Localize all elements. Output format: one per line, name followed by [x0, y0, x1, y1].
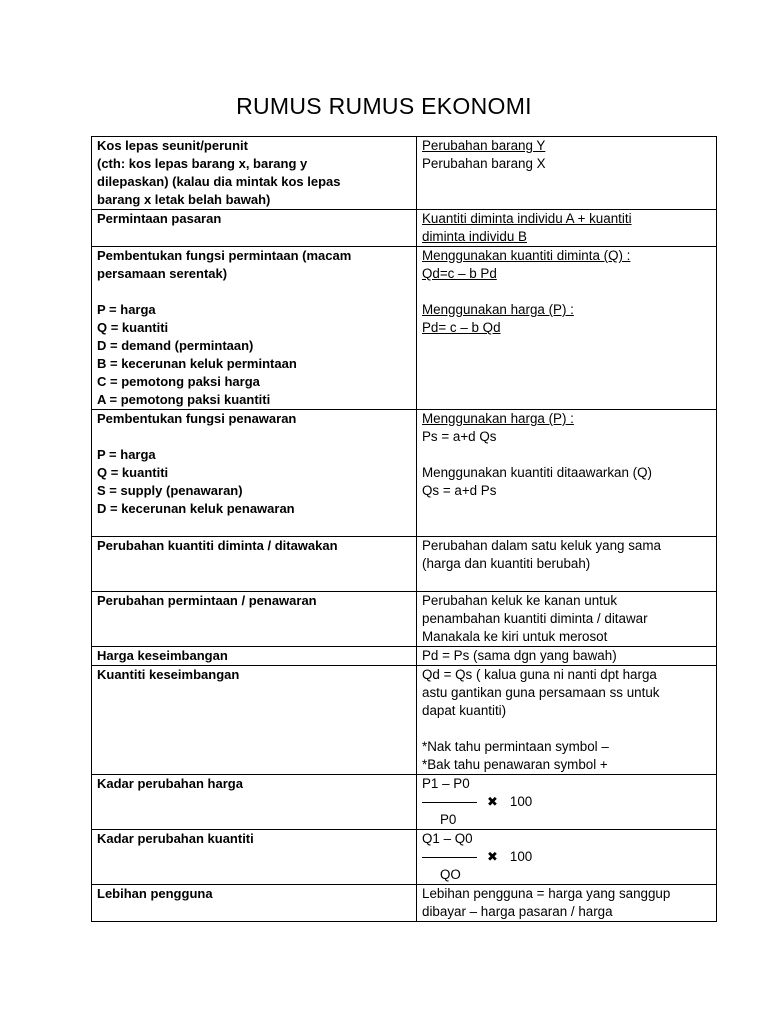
formula-cell [417, 247, 717, 410]
term-cell [92, 647, 417, 666]
formula-text: astu gantikan guna persamaan ss untuk [422, 685, 660, 700]
term-text: P = harga [97, 447, 156, 462]
term-text [97, 518, 412, 536]
table-row [92, 592, 717, 647]
term-text: D = demand (permintaan) [97, 338, 254, 353]
formula-text [422, 446, 712, 464]
term-text: Pembentukan fungsi penawaran [97, 411, 297, 426]
formula-text: Pd = Ps (sama dgn yang bawah) [422, 648, 617, 663]
formula-text: Menggunakan harga (P) : [422, 302, 574, 317]
term-text: B = kecerunan keluk permintaan [97, 356, 297, 371]
formula-text: *Bak tahu penawaran symbol + [422, 757, 608, 772]
term-text: S = supply (penawaran) [97, 483, 243, 498]
formula-text: Menggunakan harga (P) : [422, 411, 574, 426]
formula-text [422, 283, 712, 301]
formula-cell [417, 666, 717, 775]
formula-text: Perubahan barang X [422, 156, 546, 171]
term-text: Kadar perubahan harga [97, 776, 243, 791]
table-row [92, 410, 717, 537]
formula-text: *Nak tahu permintaan symbol – [422, 739, 609, 754]
multiply-icon: ✖ [487, 849, 498, 864]
formula-text: Qd=c – b Pd [422, 266, 497, 281]
formula-cell [417, 775, 717, 830]
term-cell [92, 537, 417, 592]
formula-cell [417, 647, 717, 666]
term-text: dilepaskan) (kalau dia mintak kos lepas [97, 174, 341, 189]
table-row [92, 647, 717, 666]
formula-text: Perubahan keluk ke kanan untuk [422, 593, 618, 608]
table-row [92, 247, 717, 410]
formula-text: (harga dan kuantiti berubah) [422, 556, 591, 571]
term-text: Lebihan pengguna [97, 886, 213, 901]
table-row [92, 666, 717, 775]
formula-numerator: Q1 – Q0 [422, 831, 473, 846]
formula-text: Qs = a+d Ps [422, 483, 497, 498]
term-text: barang x letak belah bawah) [97, 192, 271, 207]
term-cell [92, 775, 417, 830]
formula-text: Menggunakan kuantiti diminta (Q) : [422, 248, 631, 263]
formula-fraction-bar [422, 793, 712, 811]
formula-text: penambahan kuantiti diminta / ditawar [422, 611, 648, 626]
term-cell [92, 830, 417, 885]
formula-text [422, 720, 712, 738]
formula-cell [417, 830, 717, 885]
term-cell [92, 247, 417, 410]
term-text: Pembentukan fungsi permintaan (macam [97, 248, 352, 263]
formula-text: Qd = Qs ( kalua guna ni nanti dpt harga [422, 667, 657, 682]
formula-denominator: QO [440, 867, 461, 882]
multiply-icon: ✖ [487, 794, 498, 809]
formula-text: Perubahan barang Y [422, 138, 546, 153]
formula-text: Manakala ke kiri untuk merosot [422, 629, 608, 644]
term-text: Perubahan kuantiti diminta / ditawakan [97, 538, 338, 553]
term-cell [92, 137, 417, 210]
term-cell [92, 666, 417, 775]
formula-fraction-bar [422, 848, 712, 866]
page-title: RUMUS RUMUS EKONOMI [236, 93, 532, 119]
term-text: Kuantiti keseimbangan [97, 667, 240, 682]
term-text: A = pemotong paksi kuantiti [97, 392, 271, 407]
formula-numerator: P1 – P0 [422, 776, 470, 791]
table-row [92, 137, 717, 210]
table-row [92, 830, 717, 885]
formula-text: Pd= c – b Qd [422, 320, 501, 335]
term-text [97, 283, 412, 301]
formula-cell [417, 210, 717, 247]
term-text: Kos lepas seunit/perunit [97, 138, 248, 153]
term-text: Q = kuantiti [97, 465, 169, 480]
formula-text: Ps = a+d Qs [422, 429, 497, 444]
formula-text: Menggunakan kuantiti ditaawarkan (Q) [422, 465, 653, 480]
formula-text: Kuantiti diminta individu A + kuantiti [422, 211, 632, 226]
term-text [97, 428, 412, 446]
formula-table [91, 136, 717, 922]
formula-cell [417, 137, 717, 210]
formula-text: Lebihan pengguna = harga yang sanggup [422, 886, 671, 901]
term-text: Kadar perubahan kuantiti [97, 831, 254, 846]
term-cell [92, 210, 417, 247]
term-cell [92, 885, 417, 922]
formula-cell [417, 592, 717, 647]
term-text: Q = kuantiti [97, 320, 169, 335]
formula-text: diminta individu B [422, 229, 527, 244]
table-row [92, 775, 717, 830]
fraction-line [422, 857, 477, 858]
formula-cell [417, 537, 717, 592]
term-text [97, 573, 412, 591]
formula-text: dibayar – harga pasaran / harga [422, 904, 613, 919]
term-cell [92, 592, 417, 647]
term-text: P = harga [97, 302, 156, 317]
term-text: Permintaan pasaran [97, 211, 222, 226]
term-text: (cth: kos lepas barang x, barang y [97, 156, 308, 171]
formula-text: Perubahan dalam satu keluk yang sama [422, 538, 661, 553]
formula-denominator: P0 [440, 812, 457, 827]
term-text: Perubahan permintaan / penawaran [97, 593, 317, 608]
formula-cell [417, 410, 717, 537]
term-text: Harga keseimbangan [97, 648, 228, 663]
table-row [92, 885, 717, 922]
formula-multiplier: 100 [509, 849, 533, 864]
table-row [92, 210, 717, 247]
term-text: C = pemotong paksi harga [97, 374, 260, 389]
term-text: persamaan serentak) [97, 266, 228, 281]
table-row [92, 537, 717, 592]
formula-cell [417, 885, 717, 922]
term-cell [92, 410, 417, 537]
term-text [97, 555, 412, 573]
fraction-line [422, 802, 477, 803]
formula-text: dapat kuantiti) [422, 703, 507, 718]
term-text: D = kecerunan keluk penawaran [97, 501, 295, 516]
formula-multiplier: 100 [509, 794, 533, 809]
